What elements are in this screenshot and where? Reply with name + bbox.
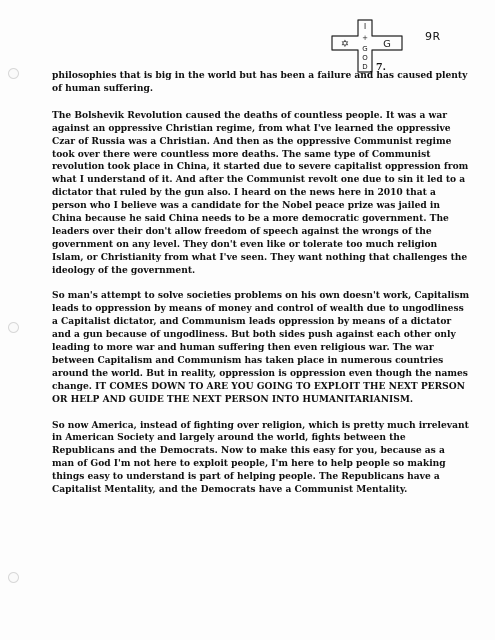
cross-letter-g: G (383, 39, 391, 50)
cross-letter-top: I (363, 22, 367, 31)
cross-letter-v1: + (362, 34, 368, 42)
cross-star: ✡ (340, 39, 350, 50)
cross-letter-v2: G (362, 45, 368, 53)
paragraph-4: So now America, instead of fighting over religion, which is pretty much irrelevant in American Society and largely around the world, fights between the Republicans and the Democrats. Now to make this easy for you, because as a man of God I'm not here to exploit people, I'm here to help people so making things easy to understand is part of helping people. The Republicans have a Capitalist Mentality, and the Democrats have a Communist Mentality. (52, 419, 469, 496)
handwritten-page-ref: 9R (425, 30, 441, 43)
cross-letter-v4: D (362, 63, 368, 71)
page-number: 7. (376, 62, 386, 73)
cross-letter-v3: O (362, 54, 368, 62)
binder-hole (8, 68, 19, 79)
hand-drawn-cross-icon (330, 18, 410, 74)
document-body (52, 70, 470, 510)
paragraph-2: The Bolshevik Revolution caused the deaths of countless people. It was a war against an oppressive Christian regime, from what I've learned the oppressive Czar of Russia was a Christian. And then as the oppressive Communist regime took over there were countless more deaths. The same type of Communist revolution took place in China, it started due to severe capitalist oppression from what I understand of it. And after the Communist revolt one due to sin it led to a dictator that ruled by the gun also. I heard on the news here in 2010 that a person who I believe was a candidate for the Nobel peace prize was jailed in China because he said China needs to be a more democratic government. The leaders over their don't allow freedom of speech against the wrongs of the government on any level. They don't even like or tolerate too much religion Islam, or Christianity from what I've seen. They want nothing that challenges the ideology of the government. (52, 109, 469, 276)
paragraph-3: So man's attempt to solve societies problems on his own doesn't work, Capitalism leads to oppression by means of money and control of wealth due to ungodliness a Capitalist dictator, and Communism leads oppression by means of a dictator and a gun because of ungodliness. But both sides push against each other only leading to more war and human suffering then even religious war. The war between Capitalism and Communism has taken place in numerous countries around the world. But in reality, oppression is oppression even though the names change. IT COMES DOWN TO ARE YOU GOING TO EXPLOIT THE NEXT PERSON OR HELP AND GUIDE THE NEXT PERSON INTO HUMANITARIANISM. (52, 290, 470, 405)
binder-hole (8, 572, 19, 583)
binder-hole (8, 322, 19, 333)
paragraph-1: philosophies that is big in the world but has been a failure and has caused plenty of human suffering. (52, 70, 468, 94)
